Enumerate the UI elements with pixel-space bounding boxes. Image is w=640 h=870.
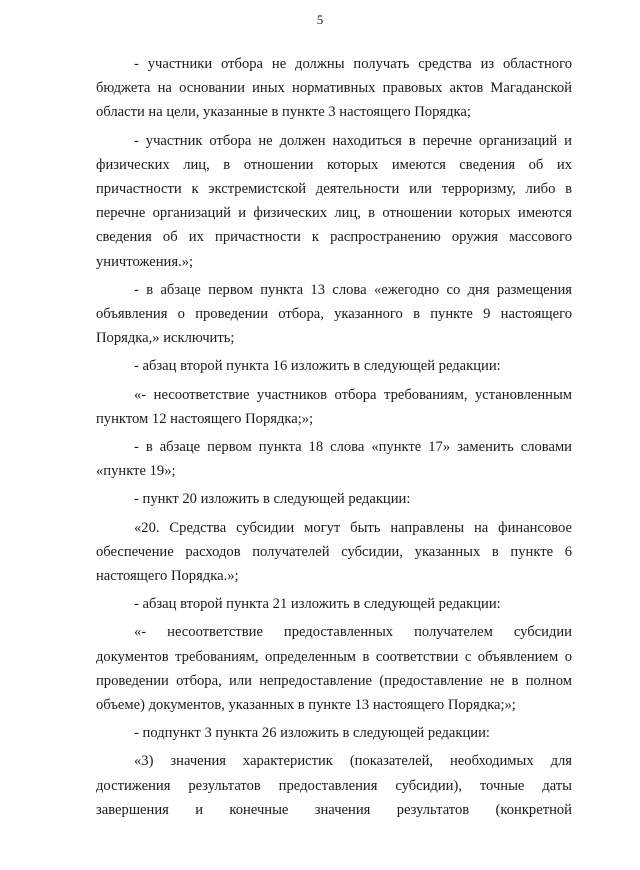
paragraph: - пункт 20 изложить в следующей редакции: xyxy=(134,491,411,508)
paragraph: - участники отбора не должны получать средства из областного бюджета на основании иных нормативных правовых актов Магаданской области на цели, указанные в пункте 3 настоящего Порядка; xyxy=(96,56,572,121)
page-number: 5 xyxy=(316,12,324,27)
paragraph: «- несоответствие предоставленных получателем субсидии документов требованиям, определенным в соответствии с объявлением о проведении отбора, или непредоставление (предоставление не в полном объеме) документов, указанных в пункте 13 настоящего Порядка;»; xyxy=(96,624,572,714)
paragraph: «3) значения характеристик (показателей, необходимых для достижения результатов предоставления субсидии), точные даты завершения и конечные значения результатов (конкретной xyxy=(96,753,572,818)
paragraph: - абзац второй пункта 21 изложить в следующей редакции: xyxy=(134,596,501,613)
paragraph: «- несоответствие участников отбора требованиям, установленным пунктом 12 настоящего Порядка;»; xyxy=(96,386,572,427)
paragraph: - подпункт 3 пункта 26 изложить в следующей редакции: xyxy=(134,725,490,742)
paragraph: - в абзаце первом пункта 18 слова «пункте 17» заменить словами «пункте 19»; xyxy=(96,439,572,480)
document-body xyxy=(96,52,572,826)
paragraph: - в абзаце первом пункта 13 слова «ежегодно со дня размещения объявления о проведении отбора, указанного в пункте 9 настоящего Порядка,» исключить; xyxy=(96,281,572,347)
paragraph: «20. Средства субсидии могут быть направлены на финансовое обеспечение расходов получателей субсидии, указанных в пункте 6 настоящего Порядка.»; xyxy=(96,519,572,585)
paragraph: - участник отбора не должен находиться в перечне организаций и физических лиц, в отношении которых имеются сведения об их причастности к экстремистской деятельности или терроризму, либо в перечне организаций и физических лиц, в отношении которых имеются сведения об их причастности к распространению оружия массового уничтожения.»; xyxy=(96,132,572,270)
paragraph: - абзац второй пункта 16 изложить в следующей редакции: xyxy=(134,358,501,375)
